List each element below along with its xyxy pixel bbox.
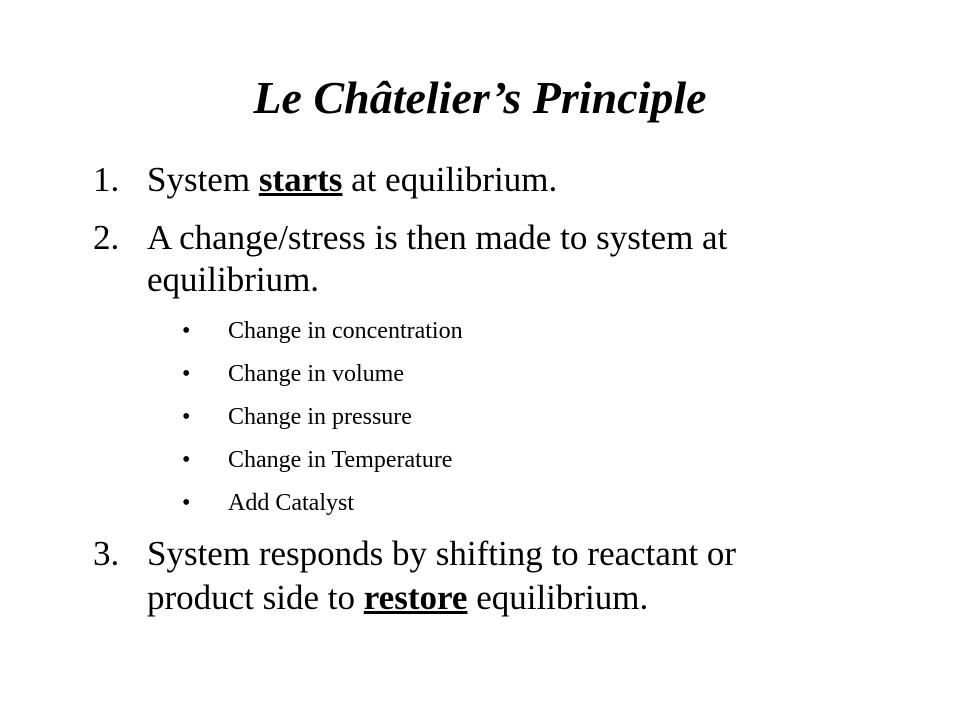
sub-item-5-bullet: • [182,490,191,516]
item-2-number: 2. [93,218,120,257]
sub-item-4: Change in Temperature [228,447,453,473]
item-2-line-1: A change/stress is then made to system at [147,218,728,257]
slide-title: Le Châtelier’s Principle [253,72,707,123]
sub-item-1-bullet: • [182,318,191,344]
item-3-text-before: product side to [147,578,364,617]
sub-item-3-bullet: • [182,404,191,430]
item-3-line-2 [147,576,648,620]
sub-item-2-bullet: • [182,361,191,387]
item-1-text-after: at equilibrium. [342,160,558,199]
item-3-number: 3. [93,534,120,573]
item-1-text [147,158,557,202]
sub-item-1: Change in concentration [228,318,463,344]
sub-item-4-bullet: • [182,447,191,473]
sub-item-2: Change in volume [228,361,404,387]
sub-item-3: Change in pressure [228,404,412,430]
item-1-number: 1. [93,160,120,199]
item-3-line-1: System responds by shifting to reactant or [147,534,737,573]
item-3-text-after: equilibrium. [467,578,649,617]
sub-item-5: Add Catalyst [228,490,354,516]
item-2-line-2: equilibrium. [147,260,320,299]
item-1-emphasis: starts [258,160,343,199]
item-3-emphasis: restore [363,578,468,617]
item-1-text-before: System [147,160,259,199]
